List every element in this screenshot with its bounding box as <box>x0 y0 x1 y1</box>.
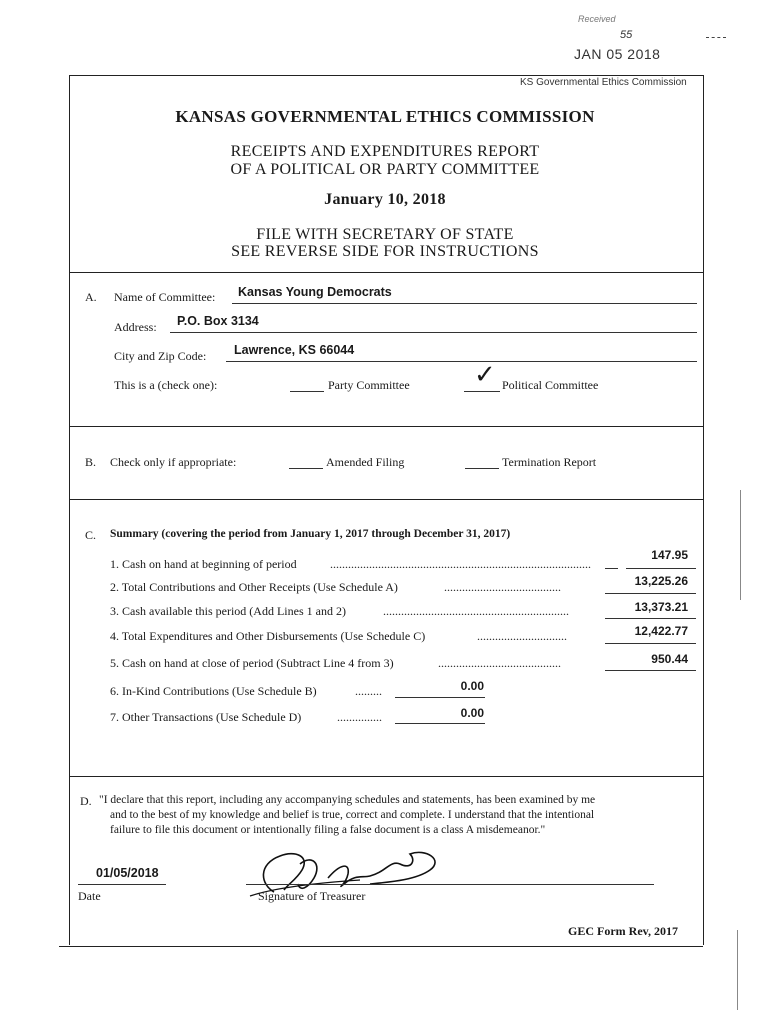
summary-line-value: 13,225.26 <box>634 574 688 588</box>
summary-line-label: 1. Cash on hand at beginning of period <box>110 557 297 571</box>
city-zip-value: Lawrence, KS 66044 <box>234 343 355 357</box>
address-label: Address: <box>114 320 157 334</box>
stamp-received-scribble: Received <box>578 14 616 24</box>
political-committee-blank[interactable] <box>464 391 500 392</box>
summary-period-label: Summary (covering the period from January 1, 2017 through December 31, 2017) <box>110 528 511 540</box>
termination-report-blank[interactable] <box>465 468 499 469</box>
leader-dots: ............... <box>337 710 382 724</box>
summary-line-underline <box>395 697 485 698</box>
form-revision-label: GEC Form Rev, 2017 <box>568 924 678 938</box>
frame-top <box>69 75 703 76</box>
declaration-line1: "I declare that this report, including any accompanying schedules and statements, has been examined by me <box>99 794 596 806</box>
party-committee-label: Party Committee <box>328 378 410 392</box>
amended-filing-label: Amended Filing <box>326 455 405 469</box>
summary-line-underline <box>605 618 696 619</box>
agency-title: KANSAS GOVERNMENTAL ETHICS COMMISSION <box>175 107 595 126</box>
declaration-line3: failure to file this document or intentionally filing a false document is a class A misdemeanor." <box>110 824 546 836</box>
report-title-line1: RECEIPTS AND EXPENDITURES REPORT <box>230 143 540 160</box>
address-value: P.O. Box 3134 <box>177 314 259 328</box>
stamp-agency: KS Governmental Ethics Commission <box>520 77 687 88</box>
summary-line-underline <box>395 723 485 724</box>
summary-line-value: 0.00 <box>460 706 484 720</box>
summary-line-label: 7. Other Transactions (Use Schedule D) <box>110 710 302 724</box>
signature-label: Signature of Treasurer <box>258 889 366 903</box>
filing-date-label: Date <box>78 889 101 903</box>
summary-line-underline <box>605 568 618 569</box>
city-zip-line <box>226 361 697 362</box>
summary-line-value: 0.00 <box>460 679 484 693</box>
political-committee-check-icon: ✓ <box>474 360 496 390</box>
summary-line-label: 3. Cash available this period (Add Lines 1 and 2) <box>110 604 346 618</box>
signature-line <box>246 884 654 885</box>
committee-name-label: Name of Committee: <box>114 290 216 304</box>
termination-report-label: Termination Report <box>502 455 597 469</box>
summary-line-label: 4. Total Expenditures and Other Disbursements (Use Schedule C) <box>110 629 426 643</box>
city-zip-label: City and Zip Code: <box>114 349 207 363</box>
filing-date-line <box>78 884 166 885</box>
section-c-letter: C. <box>85 528 97 542</box>
committee-type-label: This is a (check one): <box>114 378 218 392</box>
margin-mark-right-2 <box>737 930 738 1010</box>
instructions-notice: SEE REVERSE SIDE FOR INSTRUCTIONS <box>231 243 539 260</box>
summary-line-underline <box>605 643 696 644</box>
summary-line-underline <box>605 593 696 594</box>
stamp-number: 55 <box>620 29 633 41</box>
summary-line-label: 5. Cash on hand at close of period (Subtract Line 4 from 3) <box>110 656 394 670</box>
divider-a-b <box>69 426 703 427</box>
divider-c-d <box>69 776 703 777</box>
frame-bottom <box>59 946 703 947</box>
summary-line-value: 12,422.77 <box>634 624 688 638</box>
section-b-letter: B. <box>85 455 97 469</box>
section-d-letter: D. <box>80 794 92 808</box>
leader-dots: ....................................... <box>444 580 561 594</box>
stamp-dash <box>706 37 726 38</box>
stamp-date: JAN 05 2018 <box>574 46 661 62</box>
summary-line-value: 147.95 <box>651 548 688 562</box>
summary-line-underline <box>605 670 696 671</box>
summary-line-underline <box>626 568 696 569</box>
summary-line-label: 6. In-Kind Contributions (Use Schedule B) <box>110 684 317 698</box>
summary-line-label: 2. Total Contributions and Other Receipts (Use Schedule A) <box>110 580 398 594</box>
leader-dots: ......................................... <box>438 656 561 670</box>
amended-filing-blank[interactable] <box>289 468 323 469</box>
section-a-letter: A. <box>85 290 97 304</box>
filing-date-value: 01/05/2018 <box>96 866 159 880</box>
report-date: January 10, 2018 <box>324 191 446 208</box>
leader-dots: .............................. <box>477 629 567 643</box>
file-with-notice: FILE WITH SECRETARY OF STATE <box>256 226 514 243</box>
political-committee-label: Political Committee <box>502 378 599 392</box>
margin-mark-right <box>740 490 741 600</box>
address-line <box>170 332 697 333</box>
leader-dots: .............................................................. <box>383 604 569 618</box>
leader-dots: ......... <box>355 684 382 698</box>
summary-line-value: 950.44 <box>651 652 688 666</box>
divider-b-c <box>69 499 703 500</box>
summary-line-value: 13,373.21 <box>634 600 688 614</box>
committee-name-value: Kansas Young Democrats <box>238 285 392 299</box>
leader-dots: ....................................................................................... <box>330 557 591 571</box>
party-committee-blank[interactable] <box>290 391 324 392</box>
section-b-label: Check only if appropriate: <box>110 455 237 469</box>
divider-header <box>69 272 703 273</box>
declaration-line2: and to the best of my knowledge and belief is true, correct and complete. I understand that the intentional <box>110 809 595 821</box>
committee-name-line <box>232 303 697 304</box>
report-title-line2: OF A POLITICAL OR PARTY COMMITTEE <box>230 161 540 178</box>
